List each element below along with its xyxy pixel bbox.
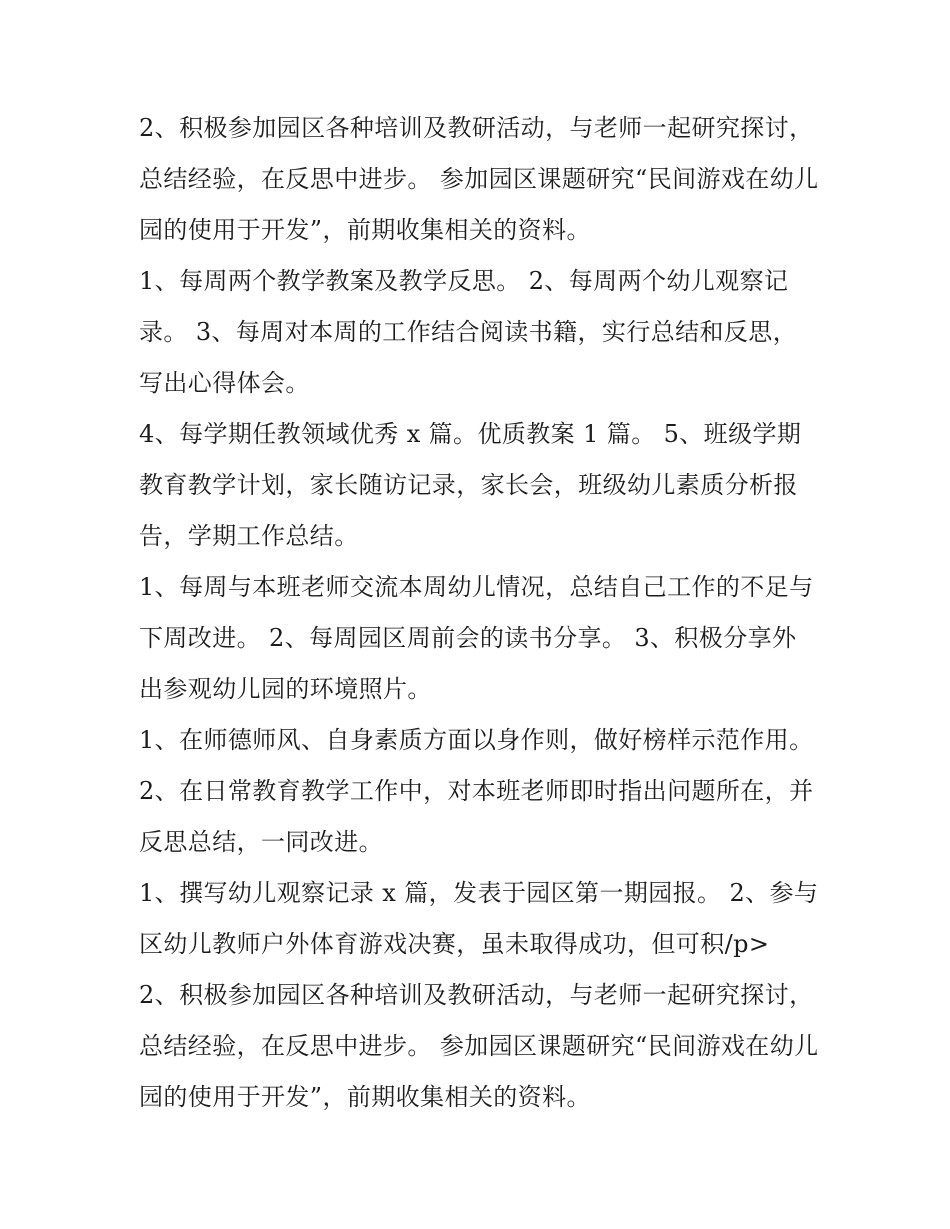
paragraph-training-research-repeat: 2、积极参加园区各种培训及教研活动，与老师一起研究探讨，总结经验，在反思中进步。 参加园区课题研究“民间游戏在幼儿园的使用于开发”，前期收集相关的资料。 xyxy=(139,981,819,1111)
paragraph-achievements: 1、撰写幼儿观察记录 x 篇，发表于园区第一期园报。 2、参与区幼儿教师户外体育游戏决赛，虽未取得成功，但可积/p> xyxy=(139,879,819,958)
paragraph-weekly-lesson-plans: 1、每周两个教学教案及教学反思。 2、每周两个幼儿观察记录。 3、每周对本周的工作结合阅读书籍，实行总结和反思，写出心得体会。 xyxy=(139,267,798,397)
document-body xyxy=(139,103,819,1123)
paragraph-weekly-communication: 1、每周与本班老师交流本周幼儿情况，总结自己工作的不足与下周改进。 2、每周园区周前会的读书分享。 3、积极分享外出参观幼儿园的环境照片。 xyxy=(139,573,814,703)
paragraph-training-research: 2、积极参加园区各种培训及教研活动，与老师一起研究探讨，总结经验，在反思中进步。 参加园区课题研究“民间游戏在幼儿园的使用于开发”，前期收集相关的资料。 xyxy=(139,114,819,244)
paragraph-semester-requirements: 4、每学期任教领域优秀 x 篇。优质教案 1 篇。 5、班级学期教育教学计划，家长随访记录，家长会，班级幼儿素质分析报告，学期工作总结。 xyxy=(139,420,802,550)
paragraph-role-model: 1、在师德师风、自身素质方面以身作则，做好榜样示范作用。 2、在日常教育教学工作中，对本班老师即时指出问题所在，并反思总结，一同改进。 xyxy=(139,726,814,856)
